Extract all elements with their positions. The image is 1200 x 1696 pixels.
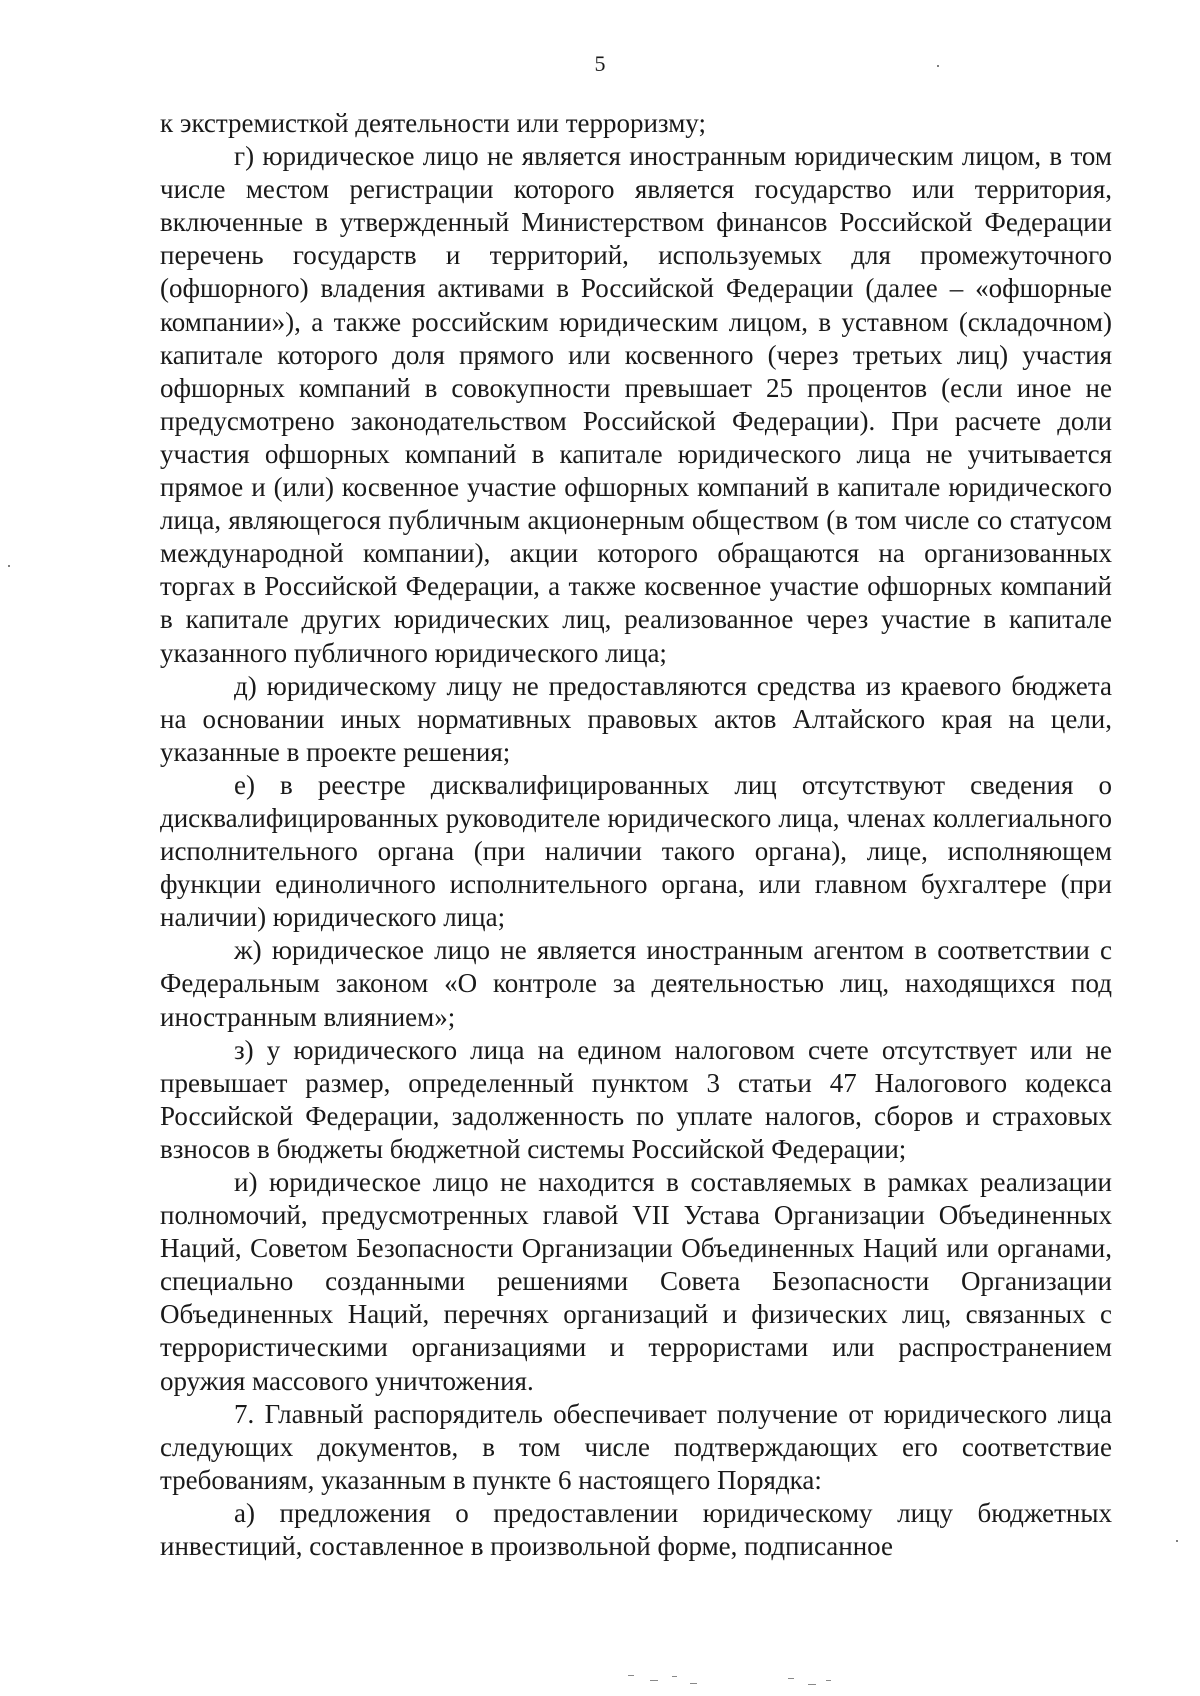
document-body — [160, 107, 1112, 1563]
paragraph-item-e: е) в реестре дисквалифицированных лиц отсутствуют сведения о дисквалифицированных руководителе юридического лица, членах коллегиального исполнительного органа (при наличии такого органа), лице, исполняющем функции единоличного исполнительного органа, или главном бухгалтере (при наличии) юридического лица; — [160, 769, 1112, 933]
paragraph-continuation: к экстремисткой деятельности или терроризму; — [160, 108, 706, 138]
scan-speck — [808, 1684, 816, 1685]
paragraph-item-g: г) юридическое лицо не является иностранным юридическим лицом, в том числе местом регистрации которого является государство или территория, включенные в утвержденный Министерством финансов Российской Федерации перечень государств и территорий, используемых для промежуточного (офшорного) владения активами в Российской Федерации (далее – «офшорные компании»), а также российским юридическим лицом, в уставном (складочном) капитале которого доля прямого или косвенного (через третьих лиц) участия офшорных компаний в совокупности превышает 25 процентов (если иное не предусмотрено законодательством Российской Федерации). При расчете доли участия офшорных компаний в капитале юридического лица не учитывается прямое и (или) косвенное участие офшорных компаний в капитале юридического лица, являющегося публичным акционерным обществом (в том числе со статусом международной компании), акции которого обращаются на организованных торгах в Российской Федерации, а также косвенное участие офшорных компаний в капитале других юридических лиц, реализованное через участие в капитале указанного публичного юридического лица; — [160, 141, 1112, 668]
page-number: 5 — [594, 51, 606, 76]
paragraph-section-7: 7. Главный распорядитель обеспечивает получение от юридического лица следующих документов, в том числе подтверждающих его соответствие требованиям, указанным в пункте 6 настоящего Порядка: — [160, 1398, 1112, 1495]
scan-speck — [788, 1678, 794, 1679]
scan-speck — [937, 65, 939, 67]
scan-speck — [628, 1675, 634, 1676]
scan-speck — [826, 1680, 831, 1681]
scan-speck — [1176, 1540, 1178, 1542]
paragraph-item-d: д) юридическому лицу не предоставляются средства из краевого бюджета на основании иных нормативных правовых актов Алтайского края на цели, указанные в проекте решения; — [160, 670, 1112, 767]
paragraph-item-z: з) у юридического лица на едином налоговом счете отсутствует или не превышает размер, определенный пунктом 3 статьи 47 Налогового кодекса Российской Федерации, задолженность по уплате налогов, сборов и страховых взносов в бюджеты бюджетной системы Российской Федерации; — [160, 1034, 1112, 1164]
paragraph-item-a: а) предложения о предоставлении юридическому лицу бюджетных инвестиций, составленное в произвольной форме, подписанное — [160, 1497, 1112, 1562]
scan-speck — [690, 1683, 697, 1684]
scan-speck — [672, 1676, 677, 1677]
scan-speck — [650, 1680, 658, 1681]
paragraph-item-zh: ж) юридическое лицо не является иностранным агентом в соответствии с Федеральным законом «О контроле за деятельностью лиц, находящихся под иностранным влиянием»; — [160, 935, 1112, 1032]
paragraph-item-i: и) юридическое лицо не находится в составляемых в рамках реализации полномочий, предусмотренных главой VII Устава Организации Объединенных Наций, Советом Безопасности Организации Объединенных Наций или органами, специально созданными решениями Совета Безопасности Организации Объединенных Наций, перечнях организаций и физических лиц, связанных с террористическими организациями и террористами или распространением оружия массового уничтожения. — [160, 1167, 1112, 1396]
scan-speck — [8, 565, 10, 567]
